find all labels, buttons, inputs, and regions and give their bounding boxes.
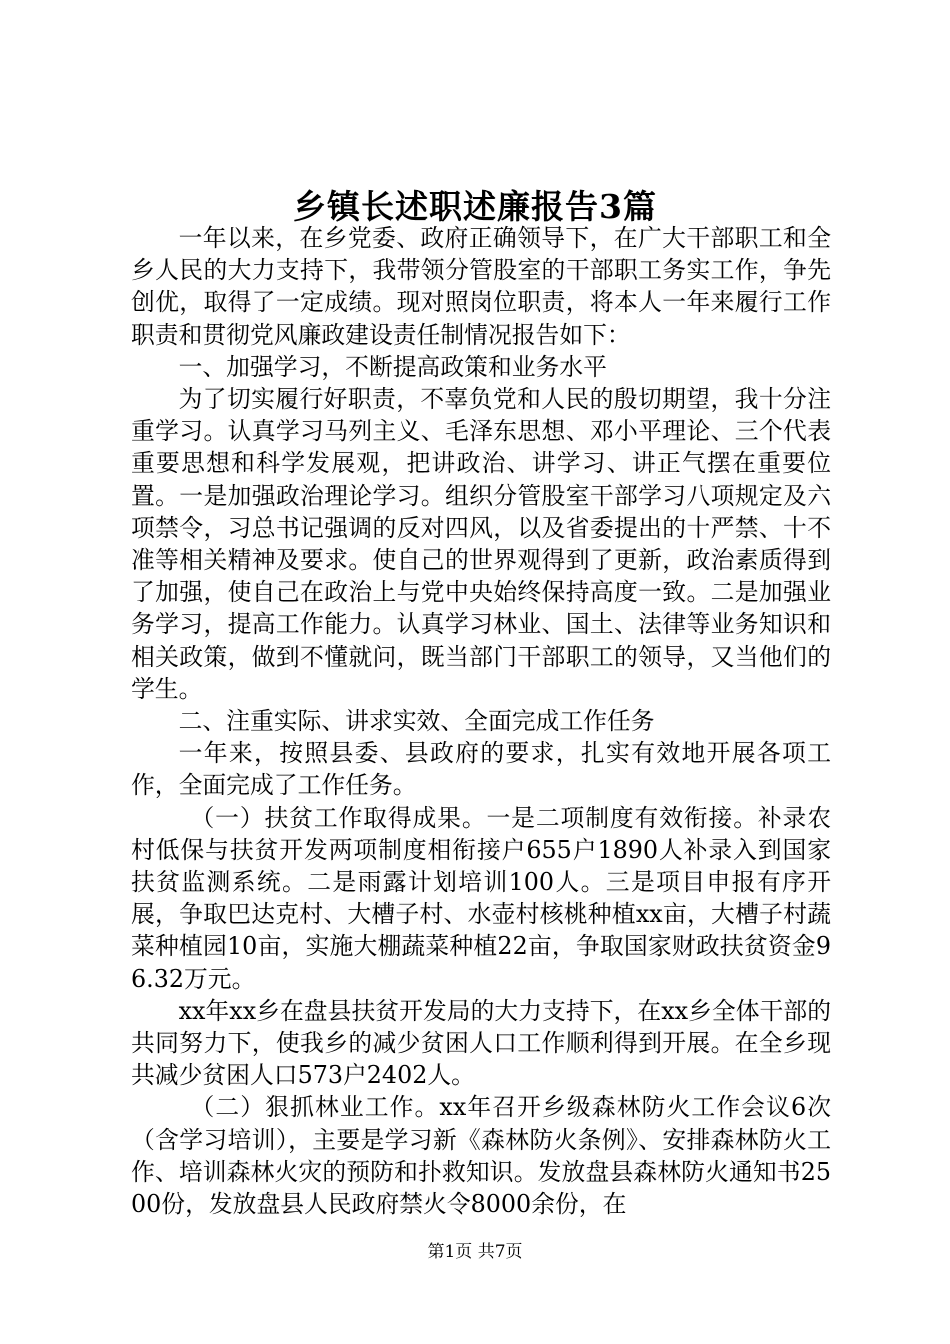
page-footer: 第1页 共7页: [427, 1242, 523, 1262]
body-paragraph: 一年来，按照县委、县政府的要求，扎实有效地开展各项工作，全面完成了工作任务。: [131, 739, 831, 800]
subsection-paragraph-1: （一）扶贫工作取得成果。一是二项制度有效衔接。补录农村低保与扶贫开发两项制度相衔接户655户1890人补录入到国家扶贫监测系统。二是雨露计划培训100人。三是项目申报有序开展，争取巴达克村、大槽子村、水壶村核桃种植xx亩，大槽子村蔬菜种植园10亩，实施大棚蔬菜种植22亩，争取国家财政扶贫资金96.32万元。: [131, 803, 831, 993]
document-title: 乡镇长述职述廉报告3篇: [293, 187, 657, 226]
document-body: [131, 222, 831, 1220]
section-heading-1: 一、加强学习，不断提高政策和业务水平: [178, 352, 607, 381]
subsection-paragraph-2: （二）狠抓林业工作。xx年召开乡级森林防火工作会议6次（含学习培训），主要是学习新《森林防火条例》、安排森林防火工作、培训森林火灾的预防和扑救知识。发放盘县森林防火通知书2500份，发放盘县人民政府禁火令8000余份，在: [131, 1093, 831, 1219]
body-paragraph: 为了切实履行好职责，不辜负党和人民的殷切期望，我十分注重学习。认真学习马列主义、毛泽东思想、邓小平理论、三个代表重要思想和科学发展观，把讲政治、讲学习、讲正气摆在重要位置。一是加强政治理论学习。组织分管股室干部学习八项规定及六项禁令，习总书记强调的反对四风，以及省委提出的十严禁、十不准等相关精神及要求。使自己的世界观得到了更新，政治素质得到了加强，使自己在政治上与党中央始终保持高度一致。二是加强业务学习，提高工作能力。认真学习林业、国土、法律等业务知识和相关政策，做到不懂就问，既当部门干部职工的领导，又当他们的学生。: [131, 385, 831, 703]
section-heading-2: 二、注重实际、讲求实效、全面完成工作任务: [178, 707, 655, 736]
intro-paragraph: 一年以来，在乡党委、政府正确领导下，在广大干部职工和全乡人民的大力支持下，我带领分管股室的干部职工务实工作，争先创优，取得了一定成绩。现对照岗位职责，将本人一年来履行工作职责和贯彻党风廉政建设责任制情况报告如下：: [131, 224, 831, 349]
body-paragraph: xx年xx乡在盘县扶贫开发局的大力支持下，在xx乡全体干部的共同努力下，使我乡的减少贫困人口工作顺利得到开展。在全乡现共减少贫困人口573户2402人。: [131, 996, 831, 1090]
